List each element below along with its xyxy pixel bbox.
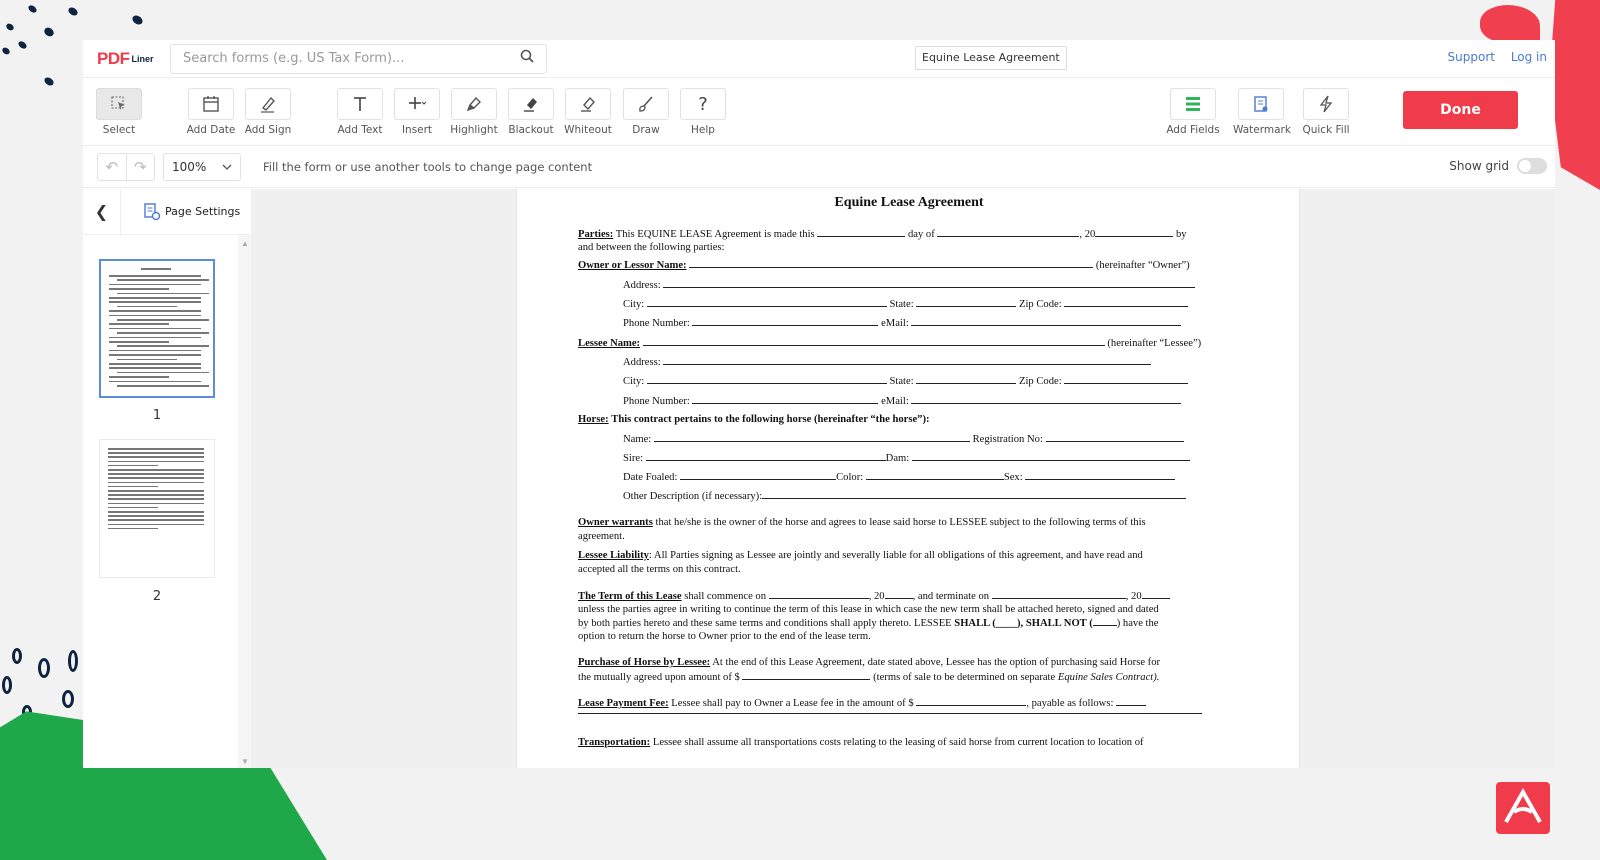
thumbnail-text-line: [108, 452, 204, 454]
fee-line-2: [578, 705, 1202, 717]
thumbnail-text-line: [108, 465, 158, 467]
question-mark-icon: ?: [698, 93, 708, 115]
highlighter-icon: [465, 95, 483, 113]
transport-line: Transportation: Lessee shall assume all transportations costs relating to the leasing of said horse from current location to location of: [578, 737, 1144, 748]
owner-name-field[interactable]: [689, 259, 1093, 268]
warrants-line-2: agreement.: [578, 531, 625, 542]
thumbnail-text-line: [109, 284, 201, 286]
registration-field[interactable]: [1046, 433, 1184, 442]
thumbnail-text-line: [109, 315, 201, 317]
document-title[interactable]: Equine Lease Agreement: [915, 46, 1067, 70]
lessee-email-field[interactable]: [911, 395, 1181, 404]
lessee-city-line: City: State: Zip Code:: [623, 375, 1188, 387]
add-fields-tool[interactable]: Add Fields: [1165, 88, 1221, 136]
purchase-line: Purchase of Horse by Lessee: At the end of this Lease Agreement, date stated above, Lessee has the option of purchasing said Horse for: [578, 657, 1161, 668]
pdfliner-badge-icon: [1496, 782, 1550, 834]
undo-icon[interactable]: ↶: [98, 154, 127, 180]
horse-foaled-line: Date Foaled: Color: Sex:: [623, 471, 1175, 483]
commence-year-field[interactable]: [885, 590, 913, 599]
watermark-doc-icon: [1252, 95, 1270, 113]
login-link[interactable]: Log in: [1510, 50, 1547, 64]
thumbnail-text-line: [108, 519, 204, 521]
fee-line: Lease Payment Fee: Lessee shall pay to Owner a Lease fee in the amount of $ , payable as follows:: [578, 697, 1146, 709]
highlight-tool[interactable]: Highlight: [446, 88, 502, 136]
lessee-address-field[interactable]: [663, 356, 1151, 365]
lessee-state-field[interactable]: [916, 375, 1016, 384]
lessee-zip-field[interactable]: [1064, 375, 1188, 384]
redo-icon[interactable]: ↷: [133, 158, 147, 176]
thumbnail-text-line: [109, 275, 201, 277]
blackout-eraser-icon: [522, 95, 540, 113]
scroll-down-icon[interactable]: ▼: [241, 757, 249, 766]
lessee-phone-line: Phone Number: eMail:: [623, 395, 1181, 407]
owner-phone-line: Phone Number: eMail:: [623, 317, 1181, 329]
thumbnail-text-line: [117, 332, 209, 334]
workspace: [83, 189, 1555, 768]
show-grid-control: Show grid: [1449, 158, 1547, 174]
horse-name-field[interactable]: [654, 433, 970, 442]
horse-other-line: Other Description (if necessary):: [623, 490, 1186, 502]
thumbnail-text-line: [108, 494, 204, 496]
add-date-tool[interactable]: Add Date: [183, 88, 239, 136]
page-thumbnail-2[interactable]: [99, 439, 215, 578]
owner-city-line: City: State: Zip Code:: [623, 298, 1188, 310]
whiteout-eraser-icon: [579, 95, 597, 113]
blackout-tool[interactable]: Blackout: [503, 88, 559, 136]
search-input[interactable]: [183, 51, 503, 66]
thumbnail-text-line: [108, 507, 158, 509]
other-description-field[interactable]: [762, 490, 1186, 499]
thumbnail-text-line: [108, 498, 204, 500]
thumbnail-text-line: [108, 477, 204, 479]
parties-line-2: and between the following parties:: [578, 242, 725, 253]
thumbnail-text-line: [109, 376, 169, 378]
foaled-field[interactable]: [680, 471, 836, 480]
page-settings-icon: [143, 203, 161, 221]
select-cursor-icon: [110, 95, 128, 113]
scroll-up-icon[interactable]: ▲: [241, 239, 249, 248]
thumbnail-text-line: [109, 363, 201, 365]
sex-field[interactable]: [1025, 471, 1175, 480]
owner-name-line: Owner or Lessor Name: (hereinafter “Owner”): [578, 260, 1190, 271]
thumbnail-text-line: [117, 385, 209, 387]
document-page[interactable]: [516, 189, 1300, 768]
thumbnail-text-line: [109, 354, 201, 356]
thumbnail-text-line: [108, 473, 204, 475]
term-line-3: by both parties hereto and these same terms and conditions shall apply thereto. LESSEE SHALL (____), SHALL NOT ( ) have the: [578, 618, 1159, 629]
calendar-icon: [202, 95, 220, 113]
top-bar: [83, 40, 1555, 78]
thumbnail-text-line: [109, 350, 201, 352]
color-field[interactable]: [866, 471, 1004, 480]
lessee-phone-field[interactable]: [692, 395, 878, 404]
support-link[interactable]: Support: [1447, 50, 1495, 64]
thumbnail-text-line: [109, 381, 201, 383]
parties-line: Parties: This EQUINE LEASE Agreement is made this day of , 20 by: [578, 229, 1187, 240]
thumbnail-text-line: [108, 515, 204, 517]
history-controls: [97, 153, 155, 181]
horse-name-line: Name: Registration No:: [623, 433, 1184, 445]
quick-fill-tool[interactable]: Quick Fill: [1298, 88, 1354, 136]
add-text-tool[interactable]: Add Text: [332, 88, 388, 136]
terminate-year-field[interactable]: [1142, 590, 1170, 599]
thumbnail-text-line: [109, 310, 201, 312]
page-thumbnails: [83, 235, 238, 768]
liability-line: Lessee Liability: All Parties signing as Lessee are jointly and severally liable for all obligations of this agreement, and have read and: [578, 550, 1143, 561]
horse-sire-line: Sire: Dam:: [623, 452, 1190, 464]
month-field[interactable]: [937, 228, 1079, 237]
thumbnail-text-line: [108, 448, 204, 450]
commence-date-field[interactable]: [769, 590, 869, 599]
thumbnail-text-line: [117, 345, 209, 347]
thumbnail-text-line: [141, 268, 171, 270]
sidebar-header: [83, 189, 251, 235]
text-t-icon: [351, 95, 369, 113]
signature-pen-icon: [259, 95, 277, 113]
purchase-line-2: the mutually agreed upon amount of $ (terms of sale to be determined on separate Equine Sales Contract).: [578, 672, 1160, 683]
dam-field[interactable]: [912, 452, 1190, 461]
liability-line-2: accepted all the terms on this contract.: [578, 564, 741, 575]
thumbnail-text-line: [117, 319, 209, 321]
sire-field[interactable]: [646, 452, 886, 461]
fee-schedule-field-2[interactable]: [578, 705, 1202, 714]
pdfliner-logo[interactable]: PDF Liner: [97, 48, 154, 68]
thumbnail-text-line: [109, 297, 201, 299]
thumbnail-text-line: [109, 301, 201, 303]
horse-line: Horse: This contract pertains to the following horse (hereinafter “the horse”):: [578, 414, 930, 425]
insert-tool[interactable]: Insert: [389, 88, 445, 136]
page-settings-button[interactable]: Page Settings: [143, 203, 240, 221]
owner-phone-field[interactable]: [692, 317, 878, 326]
thumbnail-text-line: [108, 490, 204, 492]
thumbnail-text-line: [117, 279, 209, 281]
zoom-select[interactable]: 100%: [163, 153, 241, 181]
thumbnail-text-line: [117, 359, 177, 361]
thumbnail-text-line: [109, 367, 201, 369]
term-line-4: option to return the horse to Owner prior to the end of the lease term.: [578, 631, 871, 642]
owner-zip-field[interactable]: [1064, 298, 1188, 307]
thumbnail-text-line: [109, 328, 201, 330]
owner-address-field[interactable]: [663, 279, 1195, 288]
search-icon[interactable]: [520, 49, 534, 68]
year-field[interactable]: [1095, 228, 1173, 237]
sidebar-scrollbar[interactable]: [238, 235, 251, 768]
lessee-city-field[interactable]: [647, 375, 887, 384]
thumbnail-text-line: [109, 323, 169, 325]
watermark-tool[interactable]: Watermark: [1233, 88, 1289, 136]
thumbnail-text-line: [108, 482, 204, 484]
editor-window: [83, 40, 1555, 768]
thumbnail-text-line: [108, 524, 204, 526]
lessee-name-line: Lessee Name: (hereinafter “Lessee”): [578, 338, 1202, 349]
term-line-2: unless the parties agree in writing to continue the term of this lease in which case the new term shall be attached hereto, signed and dated: [578, 604, 1159, 615]
terminate-date-field[interactable]: [992, 590, 1126, 599]
draw-tool[interactable]: Draw: [618, 88, 674, 136]
lessee-address-line: Address:: [623, 356, 1151, 368]
purchase-amount-field[interactable]: [742, 671, 870, 680]
chevron-down-icon: [222, 164, 232, 170]
warrants-line: Owner warrants that he/she is the owner of the horse and agrees to lease said horse to LESSEE subject to the following terms of this: [578, 517, 1146, 528]
page-number-1: 1: [152, 408, 162, 423]
thumbnail-text-line: [108, 486, 158, 488]
plus-icon: [408, 95, 426, 113]
thumbnail-text-line: [108, 456, 204, 458]
owner-email-field[interactable]: [911, 317, 1181, 326]
lightning-icon: [1317, 95, 1335, 113]
page-number-2: 2: [152, 589, 162, 604]
fields-list-icon: [1184, 95, 1202, 113]
show-grid-toggle[interactable]: [1517, 158, 1547, 174]
thumbnail-text-line: [109, 288, 169, 290]
add-sign-tool[interactable]: Add Sign: [240, 88, 296, 136]
toolbar: [83, 78, 1555, 146]
hint-text: Fill the form or use another tools to change page content: [263, 159, 593, 174]
owner-address-line: Address:: [623, 279, 1195, 291]
term-line: The Term of this Lease shall commence on , 20 , and terminate on , 20: [578, 590, 1170, 602]
thumbnail-text-line: [109, 341, 169, 343]
thumbnail-text-line: [108, 528, 158, 530]
collapse-sidebar-icon[interactable]: ❮: [83, 189, 121, 235]
sub-toolbar: [83, 146, 1555, 188]
top-links: [1436, 50, 1547, 64]
thumbnail-text-line: [108, 511, 204, 513]
brush-icon: [637, 95, 655, 113]
thumbnail-text-line: [117, 372, 209, 374]
thumbnail-text-line: [108, 503, 204, 505]
document-heading: Equine Lease Agreement: [834, 195, 984, 210]
thumbnail-text-line: [117, 293, 209, 295]
select-tool[interactable]: Select: [91, 88, 147, 136]
whiteout-tool[interactable]: Whiteout: [560, 88, 616, 136]
thumbnail-text-line: [108, 469, 204, 471]
shall-not-field[interactable]: [1093, 617, 1117, 626]
page-sidebar: [83, 189, 251, 768]
owner-city-field[interactable]: [647, 298, 887, 307]
page-thumbnail-1[interactable]: [99, 259, 215, 398]
lessee-name-field[interactable]: [643, 337, 1105, 346]
thumbnail-text-line: [108, 461, 204, 463]
owner-state-field[interactable]: [916, 298, 1016, 307]
help-tool[interactable]: ? Help: [675, 88, 731, 136]
thumbnail-text-line: [109, 337, 201, 339]
search-box: [170, 44, 547, 74]
thumbnail-text-line: [117, 306, 177, 308]
done-button[interactable]: Done: [1403, 91, 1518, 129]
day-field[interactable]: [817, 228, 905, 237]
